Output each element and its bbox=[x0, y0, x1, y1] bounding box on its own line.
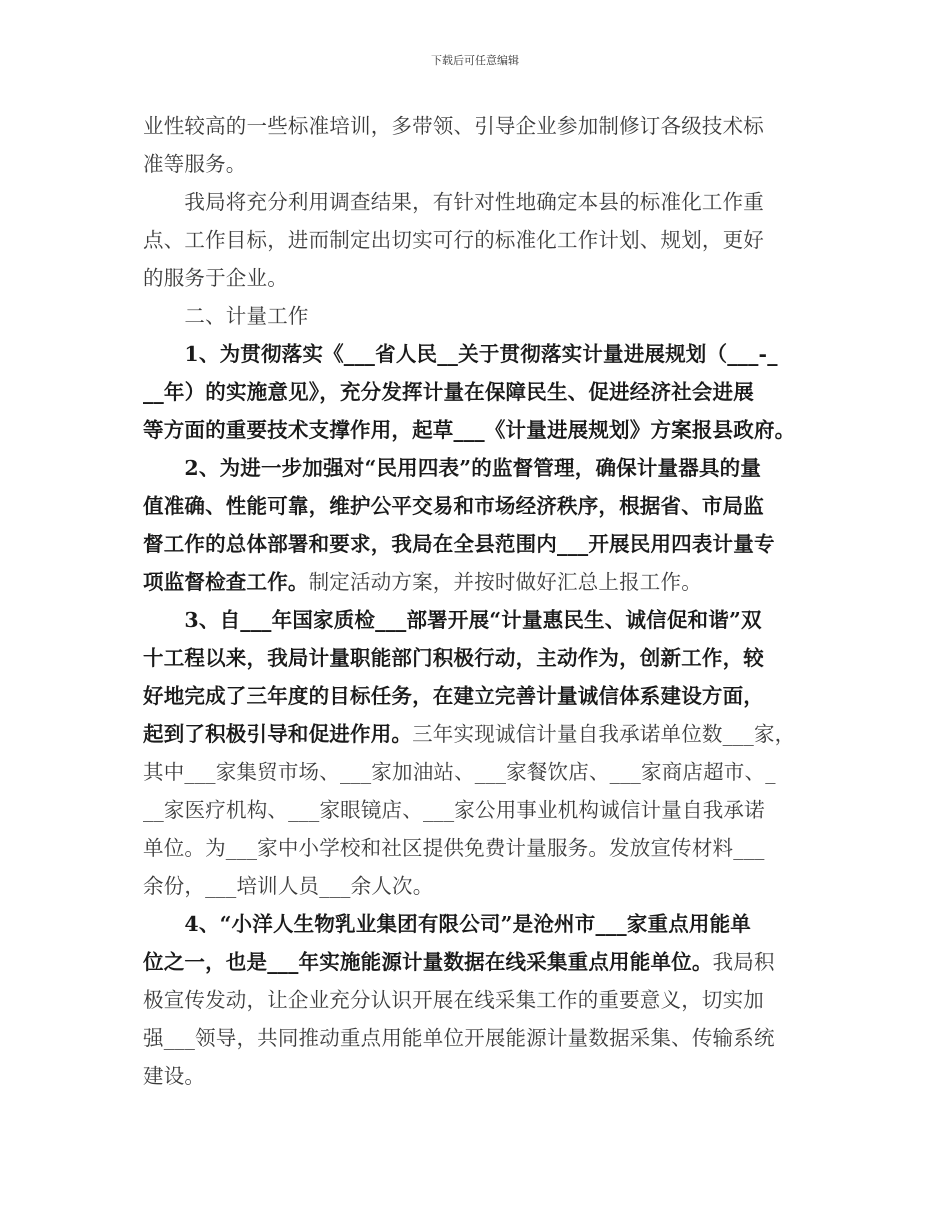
bold-run: 起到了积极引导和促进作用。 bbox=[143, 722, 413, 746]
text-line: 值准确、性能可靠，维护公平交易和市场经济秩序，根据省、市局监 bbox=[143, 494, 764, 518]
text-line: 强___领导，共同推动重点用能单位开展能源计量数据采集、传输系统 bbox=[143, 1026, 775, 1050]
text-line: 余份，___培训人员___余人次。 bbox=[143, 874, 434, 898]
text-line: 准等服务。 bbox=[143, 152, 247, 176]
text-line: 2、为进一步加强对“民用四表”的监督管理，确保计量器具的量 bbox=[143, 456, 762, 480]
text-line: 3、自___年国家质检___部署开展“计量惠民生、诚信促和谐”双 bbox=[143, 608, 762, 632]
text-line bbox=[143, 943, 811, 981]
regular-run: 我局积 bbox=[712, 950, 775, 974]
text-line: 好地完成了三年度的目标任务，在建立完善计量诚信体系建设方面， bbox=[143, 684, 764, 708]
text-line: 1、为贯彻落实《___省人民__关于贯彻落实计量进展规划（___-_ bbox=[143, 342, 778, 366]
text-line: 我局将充分利用调查结果，有针对性地确定本县的标准化工作重 bbox=[143, 190, 764, 214]
text-line: 二、计量工作 bbox=[143, 304, 309, 328]
text-line: 十工程以来，我局计量职能部门积极行动，主动作为，创新工作，较 bbox=[143, 646, 764, 670]
regular-run: 三年实现诚信计量自我承诺单位数___家， bbox=[412, 722, 796, 746]
bold-run: 项监督检查工作。 bbox=[143, 570, 309, 594]
text-line bbox=[143, 715, 811, 753]
text-line: 其中___家集贸市场、___家加油站、___家餐饮店、___家商店超市、_ bbox=[143, 760, 776, 784]
text-line: 的服务于企业。 bbox=[143, 266, 288, 290]
text-line: 业性较高的一些标准培训，多带领、引导企业参加制修订各级技术标 bbox=[143, 114, 764, 138]
text-line: 等方面的重要技术支撑作用，起草___《计量进展规划》方案报县政府。 bbox=[143, 418, 796, 442]
document-body bbox=[143, 107, 811, 1095]
regular-run: 制定活动方案，并按时做好汇总上报工作。 bbox=[308, 570, 702, 594]
text-line: 极宣传发动，让企业充分认识开展在线采集工作的重要意义，切实加 bbox=[143, 988, 764, 1012]
page-header-note: 下载后可任意编辑 bbox=[431, 54, 519, 67]
text-line: 点、工作目标，进而制定出切实可行的标准化工作计划、规划，更好 bbox=[143, 228, 764, 252]
text-line: __家医疗机构、___家眼镜店、___家公用事业机构诚信计量自我承诺 bbox=[143, 798, 765, 822]
text-line: 督工作的总体部署和要求，我局在全县范围内___开展民用四表计量专 bbox=[143, 532, 775, 556]
text-line: __年）的实施意见》，充分发挥计量在保障民生、促进经济社会进展 bbox=[143, 380, 754, 404]
bold-run: 位之一，也是___年实施能源计量数据在线采集重点用能单位。 bbox=[143, 950, 713, 974]
text-line: 建设。 bbox=[143, 1064, 206, 1088]
text-line: 4、“小洋人生物乳业集团有限公司”是沧州市___家重点用能单 bbox=[143, 912, 751, 936]
text-line bbox=[143, 563, 811, 601]
text-line: 单位。为___家中小学校和社区提供免费计量服务。发放宣传材料___ bbox=[143, 836, 765, 860]
